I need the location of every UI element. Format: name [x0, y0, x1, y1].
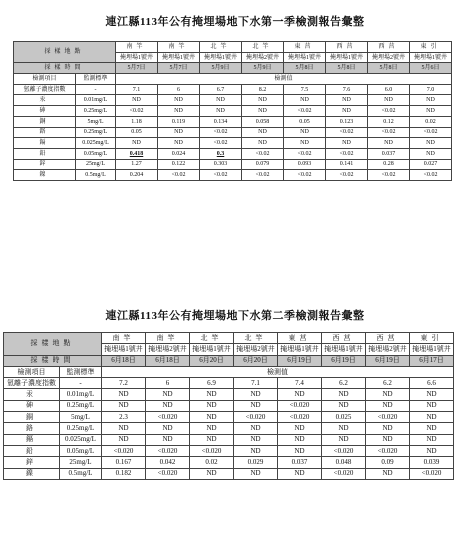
- sampling-date: 6月20日: [190, 355, 234, 366]
- measured-value: 2.3: [102, 412, 146, 423]
- measured-value: 0.058: [242, 116, 284, 127]
- measured-value: <0.020: [146, 412, 190, 423]
- parameter-name: 銅: [14, 116, 76, 127]
- monitoring-standard: 0.5mg/L: [60, 468, 102, 479]
- sampling-date: 6月19日: [366, 355, 410, 366]
- measured-value: <0.02: [284, 148, 326, 159]
- measured-value: ND: [284, 138, 326, 149]
- site-region: 北竿: [234, 333, 278, 344]
- sampling-time-row: [14, 63, 452, 74]
- measured-value: ND: [158, 138, 200, 149]
- measured-value: 6: [146, 378, 190, 389]
- measured-value: 0.3: [200, 148, 242, 159]
- measured-value: ND: [368, 95, 410, 106]
- measured-value: ND: [102, 434, 146, 445]
- site-region: 東引: [410, 333, 454, 344]
- measured-value: ND: [410, 412, 454, 423]
- measured-value: 0.093: [284, 159, 326, 170]
- measured-value: ND: [234, 400, 278, 411]
- site-region: 西莒: [366, 333, 410, 344]
- site-well: 掩埋場2號井: [146, 344, 190, 355]
- monitoring-standard: -: [60, 378, 102, 389]
- item-label: 檢測項目: [4, 366, 60, 377]
- measured-value: 0.037: [368, 148, 410, 159]
- monitoring-standard: 25mg/L: [76, 159, 116, 170]
- parameter-name: 鉛: [4, 445, 60, 456]
- measured-value: <0.020: [366, 412, 410, 423]
- measured-value: <0.02: [410, 170, 452, 181]
- measured-value: ND: [410, 445, 454, 456]
- measured-value: ND: [158, 127, 200, 138]
- measured-value: 0.167: [102, 457, 146, 468]
- site-region: 西莒: [326, 42, 368, 53]
- measured-value: ND: [146, 389, 190, 400]
- measured-value: ND: [234, 445, 278, 456]
- measured-value: 7.1: [116, 84, 158, 95]
- site-well: 掩埋場1號井: [410, 52, 452, 63]
- parameter-name: 鎳: [4, 468, 60, 479]
- measured-value: <0.02: [326, 148, 368, 159]
- measured-value: ND: [242, 106, 284, 117]
- measured-value: 0.02: [410, 116, 452, 127]
- sampling-date: 5月6日: [410, 63, 452, 74]
- monitoring-standard: 0.25mg/L: [76, 106, 116, 117]
- table-row: [4, 457, 454, 468]
- measured-value: <0.02: [284, 170, 326, 181]
- monitoring-standard: 0.01mg/L: [76, 95, 116, 106]
- table-row: [4, 434, 454, 445]
- parameter-name: 鎘: [4, 434, 60, 445]
- parameter-name: 砷: [4, 400, 60, 411]
- measured-value: ND: [410, 95, 452, 106]
- sampling-date: 6月18日: [102, 355, 146, 366]
- measured-value: 0.182: [102, 468, 146, 479]
- measured-value: ND: [200, 95, 242, 106]
- measured-value: 0.039: [410, 457, 454, 468]
- measured-value: ND: [234, 389, 278, 400]
- measured-value: ND: [278, 389, 322, 400]
- measured-value: <0.02: [242, 170, 284, 181]
- measured-value: ND: [102, 400, 146, 411]
- site-label: 採樣地點: [14, 42, 116, 63]
- value-label: 檢測值: [116, 74, 452, 85]
- measured-value: ND: [410, 423, 454, 434]
- measured-value: <0.020: [102, 445, 146, 456]
- measured-value: 0.025: [322, 412, 366, 423]
- measured-value: 7.4: [278, 378, 322, 389]
- measured-value: 6.7: [200, 84, 242, 95]
- site-well: 掩埋場1號井: [278, 344, 322, 355]
- measured-value: 0.042: [146, 457, 190, 468]
- table-row: [4, 400, 454, 411]
- table-row: [14, 84, 452, 95]
- standard-label: 監測標準: [60, 366, 102, 377]
- measured-value: <0.020: [278, 400, 322, 411]
- sampling-date: 6月17日: [410, 355, 454, 366]
- sampling-time-row: [4, 355, 454, 366]
- measured-value: 0.119: [158, 116, 200, 127]
- site-well: 掩埋場1號井: [102, 344, 146, 355]
- site-region: 東莒: [278, 333, 322, 344]
- measured-value: <0.02: [410, 127, 452, 138]
- monitoring-standard: 0.05mg/L: [76, 148, 116, 159]
- site-well: 掩埋場1號井: [326, 52, 368, 63]
- measured-value: <0.020: [410, 468, 454, 479]
- measured-value: ND: [190, 434, 234, 445]
- measured-value: ND: [146, 434, 190, 445]
- sampling-date: 5月7日: [116, 63, 158, 74]
- measured-value: ND: [366, 400, 410, 411]
- table-row: [4, 378, 454, 389]
- sampling-date: 5月8日: [368, 63, 410, 74]
- measured-value: ND: [158, 106, 200, 117]
- parameter-name: 汞: [4, 389, 60, 400]
- sampling-date: 5月7日: [158, 63, 200, 74]
- measured-value: ND: [366, 434, 410, 445]
- measured-value: <0.020: [146, 468, 190, 479]
- site-region: 東莒: [284, 42, 326, 53]
- site-well: 掩埋場2號井: [234, 344, 278, 355]
- monitoring-standard: 0.5mg/L: [76, 170, 116, 181]
- site-region: 南竿: [158, 42, 200, 53]
- monitoring-standard: 0.01mg/L: [60, 389, 102, 400]
- measured-value: 0.037: [278, 457, 322, 468]
- table-row: [4, 468, 454, 479]
- measured-value: <0.020: [322, 445, 366, 456]
- measured-value: ND: [410, 138, 452, 149]
- parameter-name: 銅: [4, 412, 60, 423]
- measured-value: <0.02: [200, 170, 242, 181]
- q1-report-table: [13, 41, 452, 181]
- measured-value: <0.02: [158, 170, 200, 181]
- standard-label: 監測標準: [76, 74, 116, 85]
- parameter-name: 汞: [14, 95, 76, 106]
- measured-value: 7.0: [410, 84, 452, 95]
- measured-value: ND: [368, 138, 410, 149]
- table-row: [14, 170, 452, 181]
- parameter-name: 氫離子濃度指數: [4, 378, 60, 389]
- measured-value: ND: [322, 400, 366, 411]
- column-header-row: [4, 366, 454, 377]
- sampling-time-label: 採樣時間: [14, 63, 116, 74]
- parameter-name: 鉛: [14, 148, 76, 159]
- measured-value: ND: [278, 445, 322, 456]
- measured-value: ND: [278, 423, 322, 434]
- site-well: 掩埋場1號井: [410, 344, 454, 355]
- q2-report-title: 連江縣113年公有掩埋場地下水第二季檢測報告彙整: [105, 310, 365, 322]
- measured-value: ND: [234, 434, 278, 445]
- sampling-date: 5月8日: [326, 63, 368, 74]
- table-row: [14, 138, 452, 149]
- sampling-date: 5月9日: [200, 63, 242, 74]
- measured-value: ND: [410, 434, 454, 445]
- measured-value: <0.020: [190, 445, 234, 456]
- measured-value: 0.05: [284, 116, 326, 127]
- table-row: [4, 445, 454, 456]
- measured-value: <0.020: [322, 468, 366, 479]
- monitoring-standard: 0.025mg/L: [76, 138, 116, 149]
- measured-value: <0.02: [200, 138, 242, 149]
- measured-value: <0.020: [278, 412, 322, 423]
- measured-value: ND: [190, 468, 234, 479]
- site-well: 掩埋場1號井: [158, 52, 200, 63]
- site-well: 掩埋場1號井: [190, 344, 234, 355]
- monitoring-standard: 0.05mg/L: [60, 445, 102, 456]
- measured-value: ND: [102, 389, 146, 400]
- parameter-name: 砷: [14, 106, 76, 117]
- table-row: [14, 95, 452, 106]
- measured-value: ND: [146, 423, 190, 434]
- monitoring-standard: 0.25mg/L: [76, 127, 116, 138]
- table-row: [14, 106, 452, 117]
- parameter-name: 氫離子濃度指數: [14, 84, 76, 95]
- table-row: [14, 159, 452, 170]
- measured-value: ND: [410, 106, 452, 117]
- measured-value: ND: [366, 423, 410, 434]
- measured-value: 6.2: [322, 378, 366, 389]
- measured-value: ND: [190, 400, 234, 411]
- measured-value: ND: [102, 423, 146, 434]
- sampling-date: 6月19日: [278, 355, 322, 366]
- measured-value: 7.6: [326, 84, 368, 95]
- measured-value: ND: [366, 468, 410, 479]
- value-label: 檢測值: [102, 366, 454, 377]
- measured-value: ND: [326, 138, 368, 149]
- measured-value: ND: [284, 95, 326, 106]
- measured-value: ND: [326, 106, 368, 117]
- monitoring-standard: 5mg/L: [60, 412, 102, 423]
- measured-value: 7.5: [284, 84, 326, 95]
- site-region: 北竿: [190, 333, 234, 344]
- measured-value: 0.28: [368, 159, 410, 170]
- measured-value: 0.05: [116, 127, 158, 138]
- measured-value: <0.020: [366, 445, 410, 456]
- measured-value: ND: [190, 412, 234, 423]
- measured-value: 0.141: [326, 159, 368, 170]
- measured-value: ND: [326, 95, 368, 106]
- measured-value: 6.6: [410, 378, 454, 389]
- measured-value: ND: [284, 127, 326, 138]
- column-header-row: [14, 74, 452, 85]
- measured-value: 1.27: [116, 159, 158, 170]
- monitoring-standard: 0.025mg/L: [60, 434, 102, 445]
- monitoring-standard: 5mg/L: [76, 116, 116, 127]
- measured-value: ND: [200, 106, 242, 117]
- monitoring-standard: 25mg/L: [60, 457, 102, 468]
- measured-value: 6.0: [368, 84, 410, 95]
- parameter-name: 鋅: [14, 159, 76, 170]
- measured-value: ND: [322, 434, 366, 445]
- measured-value: ND: [190, 423, 234, 434]
- site-region-row: [4, 333, 454, 344]
- measured-value: 0.024: [158, 148, 200, 159]
- parameter-name: 鎳: [14, 170, 76, 181]
- measured-value: ND: [410, 400, 454, 411]
- site-well: 掩埋場1號井: [200, 52, 242, 63]
- measured-value: ND: [234, 423, 278, 434]
- measured-value: 7.2: [102, 378, 146, 389]
- measured-value: 0.029: [234, 457, 278, 468]
- measured-value: 0.02: [190, 457, 234, 468]
- measured-value: 8.2: [242, 84, 284, 95]
- measured-value: ND: [234, 468, 278, 479]
- site-well: 掩埋場2號井: [366, 344, 410, 355]
- q2-report-table: [3, 332, 454, 480]
- measured-value: ND: [410, 389, 454, 400]
- measured-value: <0.02: [242, 148, 284, 159]
- sampling-date: 5月8日: [284, 63, 326, 74]
- site-well: 掩埋場1號井: [116, 52, 158, 63]
- site-region: 南竿: [102, 333, 146, 344]
- measured-value: 0.134: [200, 116, 242, 127]
- table-row: [14, 148, 452, 159]
- measured-value: ND: [242, 95, 284, 106]
- measured-value: ND: [242, 127, 284, 138]
- measured-value: 7.1: [234, 378, 278, 389]
- measured-value: ND: [158, 95, 200, 106]
- site-region: 東引: [410, 42, 452, 53]
- measured-value: ND: [242, 138, 284, 149]
- measured-value: <0.02: [200, 127, 242, 138]
- measured-value: ND: [116, 138, 158, 149]
- measured-value: ND: [190, 389, 234, 400]
- parameter-name: 鎘: [14, 138, 76, 149]
- measured-value: <0.020: [234, 412, 278, 423]
- table-row: [4, 412, 454, 423]
- site-region: 南竿: [146, 333, 190, 344]
- measured-value: <0.02: [116, 106, 158, 117]
- sampling-date: 6月18日: [146, 355, 190, 366]
- item-label: 檢測項目: [14, 74, 76, 85]
- monitoring-standard: 0.25mg/L: [60, 400, 102, 411]
- site-region-row: [14, 42, 452, 53]
- site-region: 西莒: [368, 42, 410, 53]
- measured-value: <0.02: [326, 127, 368, 138]
- measured-value: ND: [116, 95, 158, 106]
- table-row: [14, 127, 452, 138]
- measured-value: <0.020: [146, 445, 190, 456]
- monitoring-standard: -: [76, 84, 116, 95]
- site-well: 掩埋場1號井: [322, 344, 366, 355]
- measured-value: 0.303: [200, 159, 242, 170]
- measured-value: 6.2: [366, 378, 410, 389]
- sampling-date: 5月9日: [242, 63, 284, 74]
- measured-value: <0.02: [368, 170, 410, 181]
- site-region: 西莒: [322, 333, 366, 344]
- measured-value: 6: [158, 84, 200, 95]
- site-region: 北竿: [200, 42, 242, 53]
- sampling-time-label: 採樣時間: [4, 355, 102, 366]
- measured-value: 0.079: [242, 159, 284, 170]
- site-region: 南竿: [116, 42, 158, 53]
- parameter-name: 鉻: [14, 127, 76, 138]
- parameter-name: 鋅: [4, 457, 60, 468]
- measured-value: ND: [278, 434, 322, 445]
- measured-value: 0.048: [322, 457, 366, 468]
- measured-value: <0.02: [284, 106, 326, 117]
- parameter-name: 鉻: [4, 423, 60, 434]
- measured-value: <0.02: [368, 106, 410, 117]
- measured-value: 0.418: [116, 148, 158, 159]
- table-row: [4, 389, 454, 400]
- measured-value: 0.122: [158, 159, 200, 170]
- measured-value: ND: [322, 389, 366, 400]
- table-row: [14, 116, 452, 127]
- measured-value: 0.027: [410, 159, 452, 170]
- q1-report-title: 連江縣113年公有掩埋場地下水第一季檢測報告彙整: [105, 16, 365, 28]
- measured-value: 0.123: [326, 116, 368, 127]
- sampling-date: 6月19日: [322, 355, 366, 366]
- site-well: 掩埋場2號井: [368, 52, 410, 63]
- measured-value: ND: [366, 389, 410, 400]
- measured-value: ND: [322, 423, 366, 434]
- measured-value: ND: [278, 468, 322, 479]
- measured-value: ND: [146, 400, 190, 411]
- site-label: 採樣地點: [4, 333, 102, 356]
- measured-value: ND: [410, 148, 452, 159]
- site-region: 北竿: [242, 42, 284, 53]
- site-well: 掩埋場2號井: [242, 52, 284, 63]
- measured-value: 1.18: [116, 116, 158, 127]
- sampling-date: 6月20日: [234, 355, 278, 366]
- measured-value: 0.12: [368, 116, 410, 127]
- measured-value: 0.09: [366, 457, 410, 468]
- table-row: [4, 423, 454, 434]
- monitoring-standard: 0.25mg/L: [60, 423, 102, 434]
- site-well: 掩埋場1號井: [284, 52, 326, 63]
- measured-value: <0.02: [368, 127, 410, 138]
- measured-value: 0.204: [116, 170, 158, 181]
- measured-value: 6.9: [190, 378, 234, 389]
- measured-value: <0.02: [326, 170, 368, 181]
